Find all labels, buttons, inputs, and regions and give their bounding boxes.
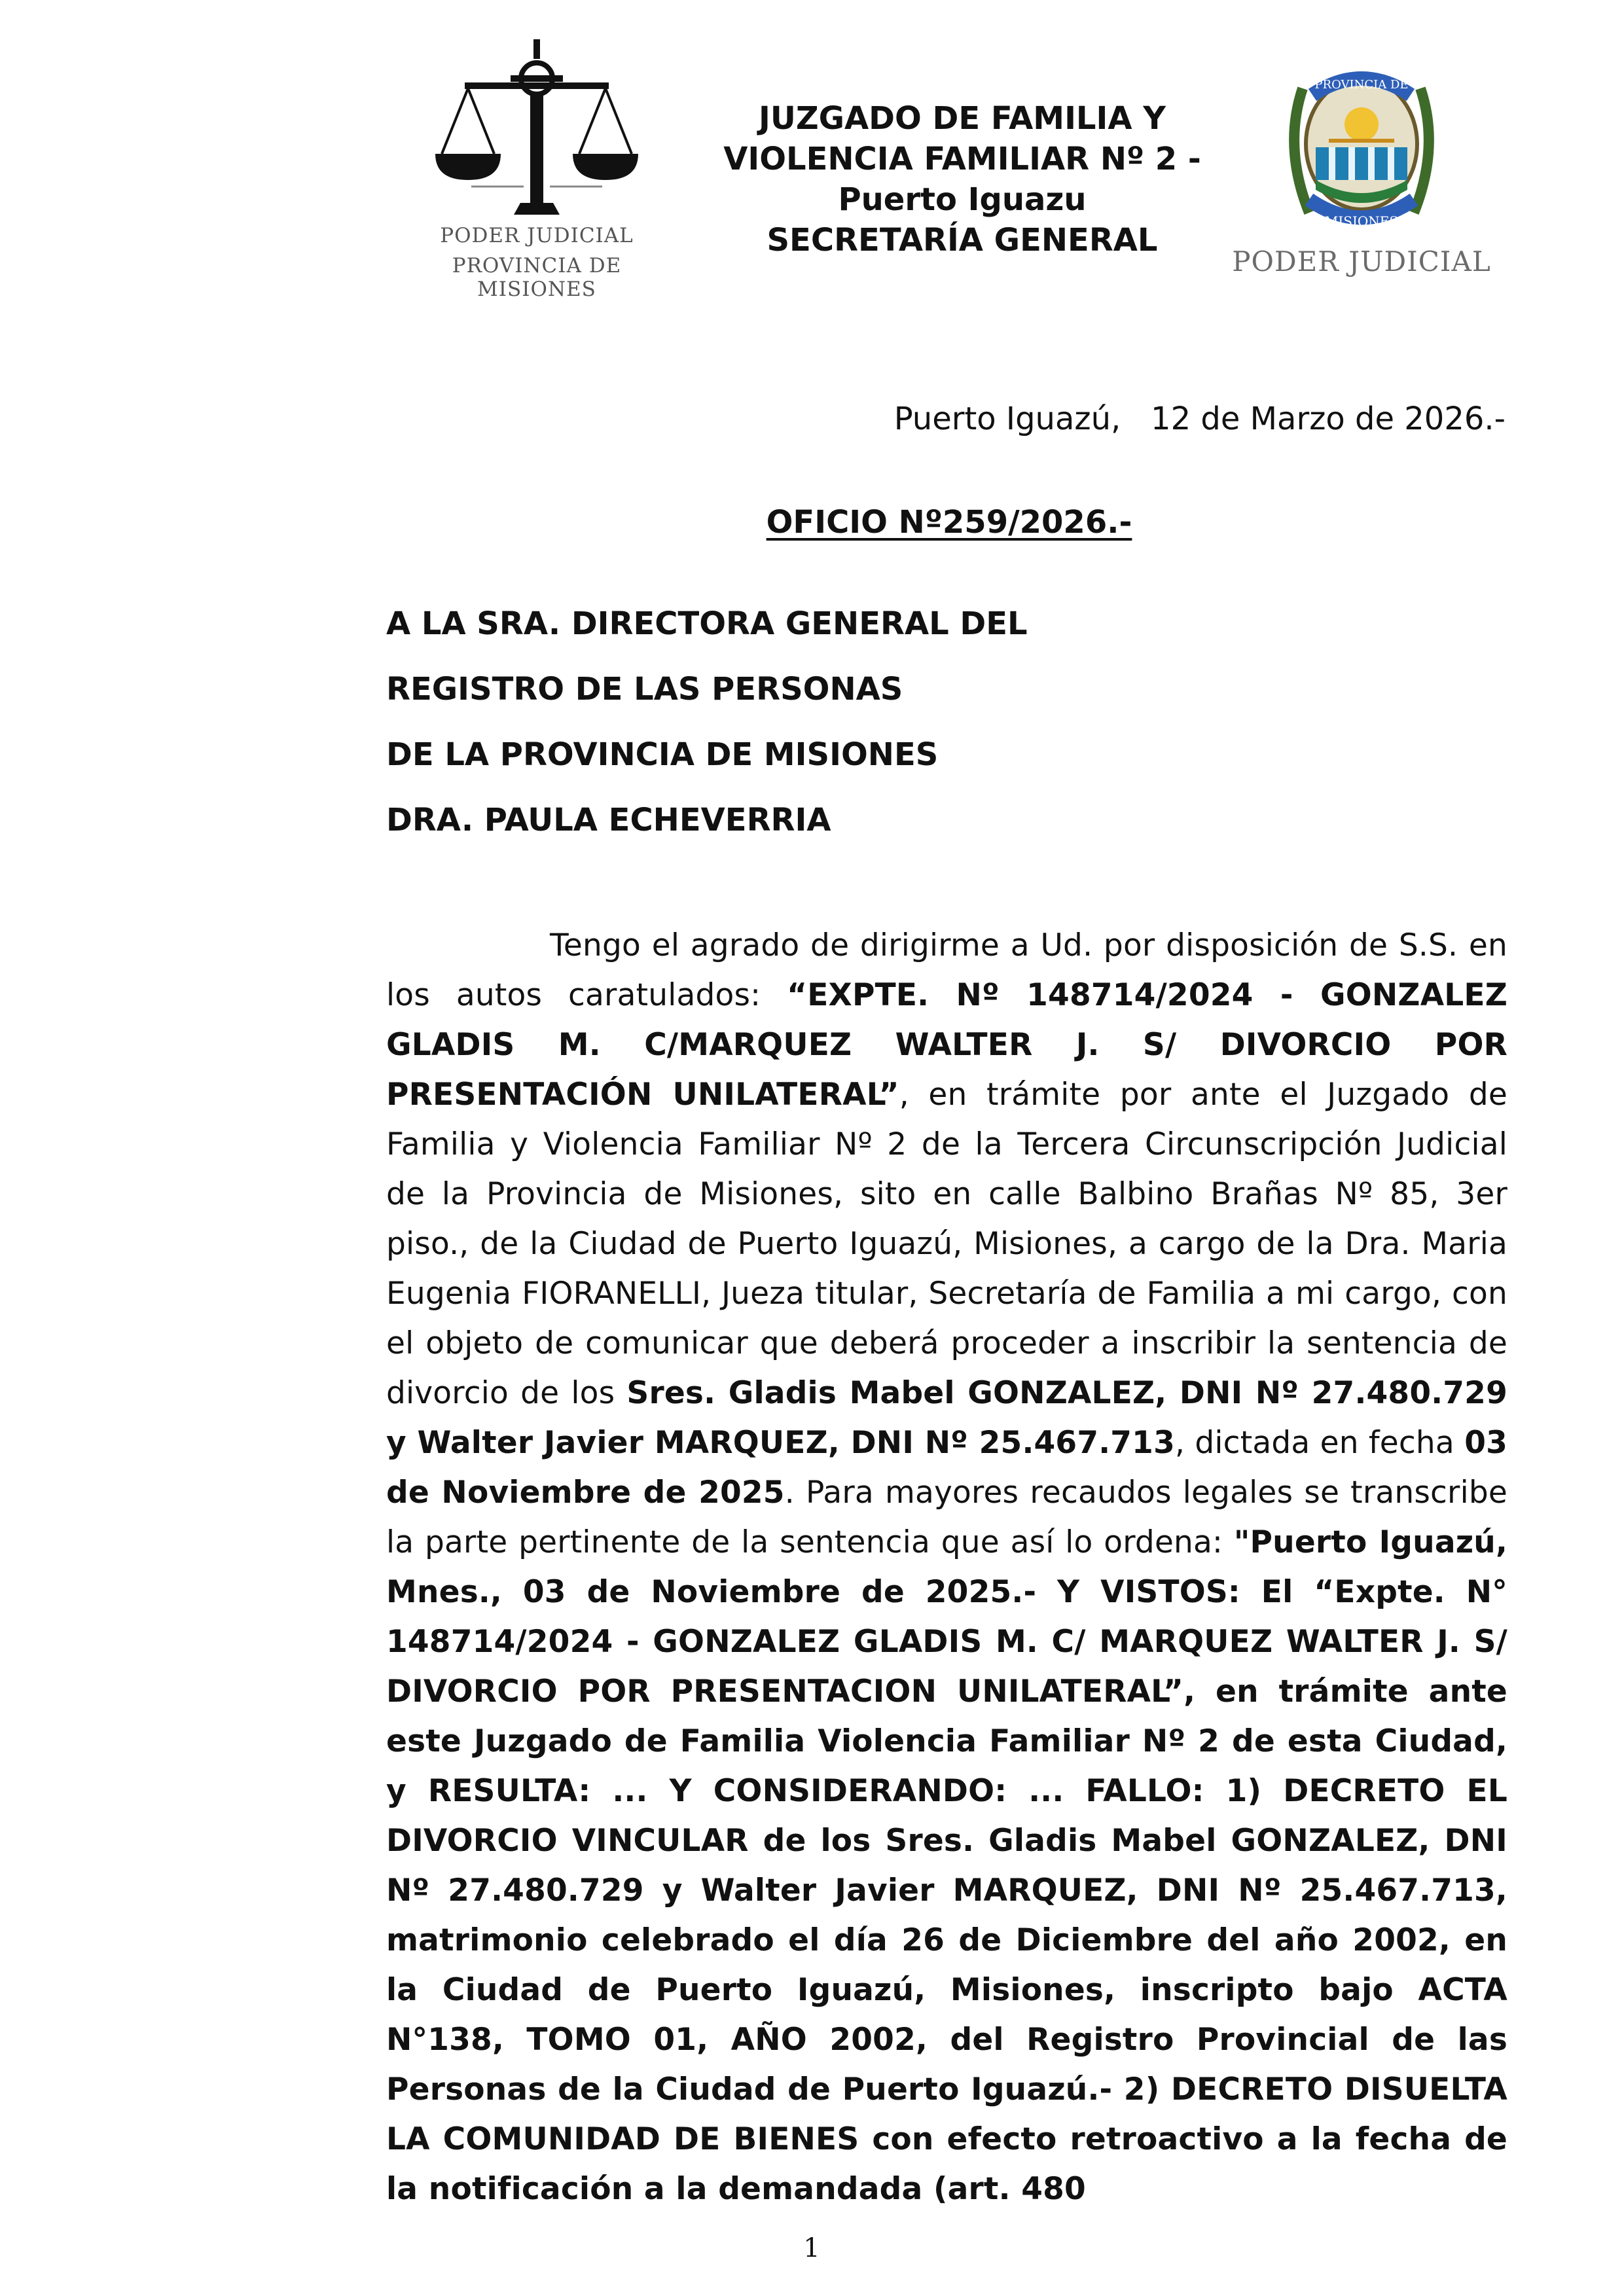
ruling-date: 03 de Noviembre de 2025 [386,1425,1507,1511]
court-title-line1: JUZGADO DE FAMILIA Y [758,100,1166,137]
oficio-number: OFICIO Nº259/2026.- [766,504,1132,541]
parties-names: Sres. Gladis Mabel GONZALEZ, DNI Nº 27.480.729 y Walter Javier MARQUEZ, DNI Nº 25.467.713 [386,1375,1507,1461]
body-paragraph [386,921,1507,2214]
recipient-line: A LA SRA. DIRECTORA GENERAL DEL [386,605,1028,642]
page-number: 1 [803,2233,820,2263]
date-line: Puerto Iguazú, 12 de Marzo de 2026.- [893,401,1506,437]
body-text-segment: , en trámite por ante el Juzgado de Familia y Violencia Familiar Nº 2 de la Tercera Circunscripción Judicial de la Provincia de Misiones, sito en calle Balbino Brañas Nº 85, 3er piso., de la Ciudad de Puerto Iguazú, Misiones, a cargo de la Dra. Maria Eugenia FIORANELLI, Jueza titular, Secretaría de Familia a mi cargo, con el objeto de comunicar que deberá proceder a inscribir la sentencia de divorcio de los [386,1077,1508,1411]
court-title [707,98,1218,260]
body-text-segment: , dictada en fecha [1174,1425,1465,1461]
letterhead [0,0,1624,301]
ribbon-top-text: PROVINCIA DE [1314,78,1409,92]
poder-judicial-label: PODER JUDICIAL [1232,245,1491,278]
logo-caption-line2: PROVINCIA DE MISIONES [452,254,622,301]
ribbon-bottom-text: MISIONES [1324,213,1399,229]
province-coat-of-arms [1231,62,1492,285]
court-title-line2: VIOLENCIA FAMILIAR Nº 2 - [723,141,1201,177]
body-text-segment: Tengo el agrado de dirigirme a Ud. por disposición de S.S. en los autos caratulados: [386,927,1507,1013]
scales-of-justice-icon [432,39,641,216]
body-text-segment: . Para mayores recaudos legales se transcribe la parte pertinente de la sentencia que así lo ordena: [386,1475,1507,1560]
logo-caption-line1: PODER JUDICIAL [440,224,634,247]
recipient-line: DRA. PAULA ECHEVERRIA [386,802,831,838]
court-title-line3: Puerto Iguazu [838,181,1087,218]
court-title-line4: SECRETARÍA GENERAL [767,222,1158,259]
judicial-power-logo [393,39,681,301]
recipient-line: DE LA PROVINCIA DE MISIONES [386,736,939,773]
sentence-transcript: "Puerto Iguazú, Mnes., 03 de Noviembre de 2025.- Y VISTOS: El “Expte. N° 148714/2024 - GONZALEZ GLADIS M. C/ MARQUEZ WALTER J. S/ DIVORCIO POR PRESENTACION UNILATERAL”, en trámite ante este Juzgado de Familia Violencia Familiar Nº 2 de esta Ciudad, y RESULTA: ... Y CONSIDERANDO: ... FALLO: 1) DECRETO EL DIVORCIO VINCULAR de los Sres. Gladis Mabel GONZALEZ, DNI Nº 27.480.729 y Walter Javier MARQUEZ, DNI Nº 25.467.713, matrimonio celebrado el día 26 de Diciembre del año 2002, en la Ciudad de Puerto Iguazú, Misiones, inscripto bajo ACTA N°138, TOMO 01, AÑO 2002, del Registro Provincial de las Personas de la Ciudad de Puerto Iguazú.- 2) DECRETO DISUELTA LA COMUNIDAD DE BIENES con efecto retroactivo a la fecha de la notificación a la demandada (art. 480 [386,1524,1508,2207]
coat-of-arms-icon [1283,62,1440,239]
case-title: “EXPTE. Nº 148714/2024 - GONZALEZ GLADIS M. C/MARQUEZ WALTER J. S/ DIVORCIO POR PRESENTACIÓN UNILATERAL” [386,977,1508,1113]
recipient-line: REGISTRO DE LAS PERSONAS [386,671,903,708]
